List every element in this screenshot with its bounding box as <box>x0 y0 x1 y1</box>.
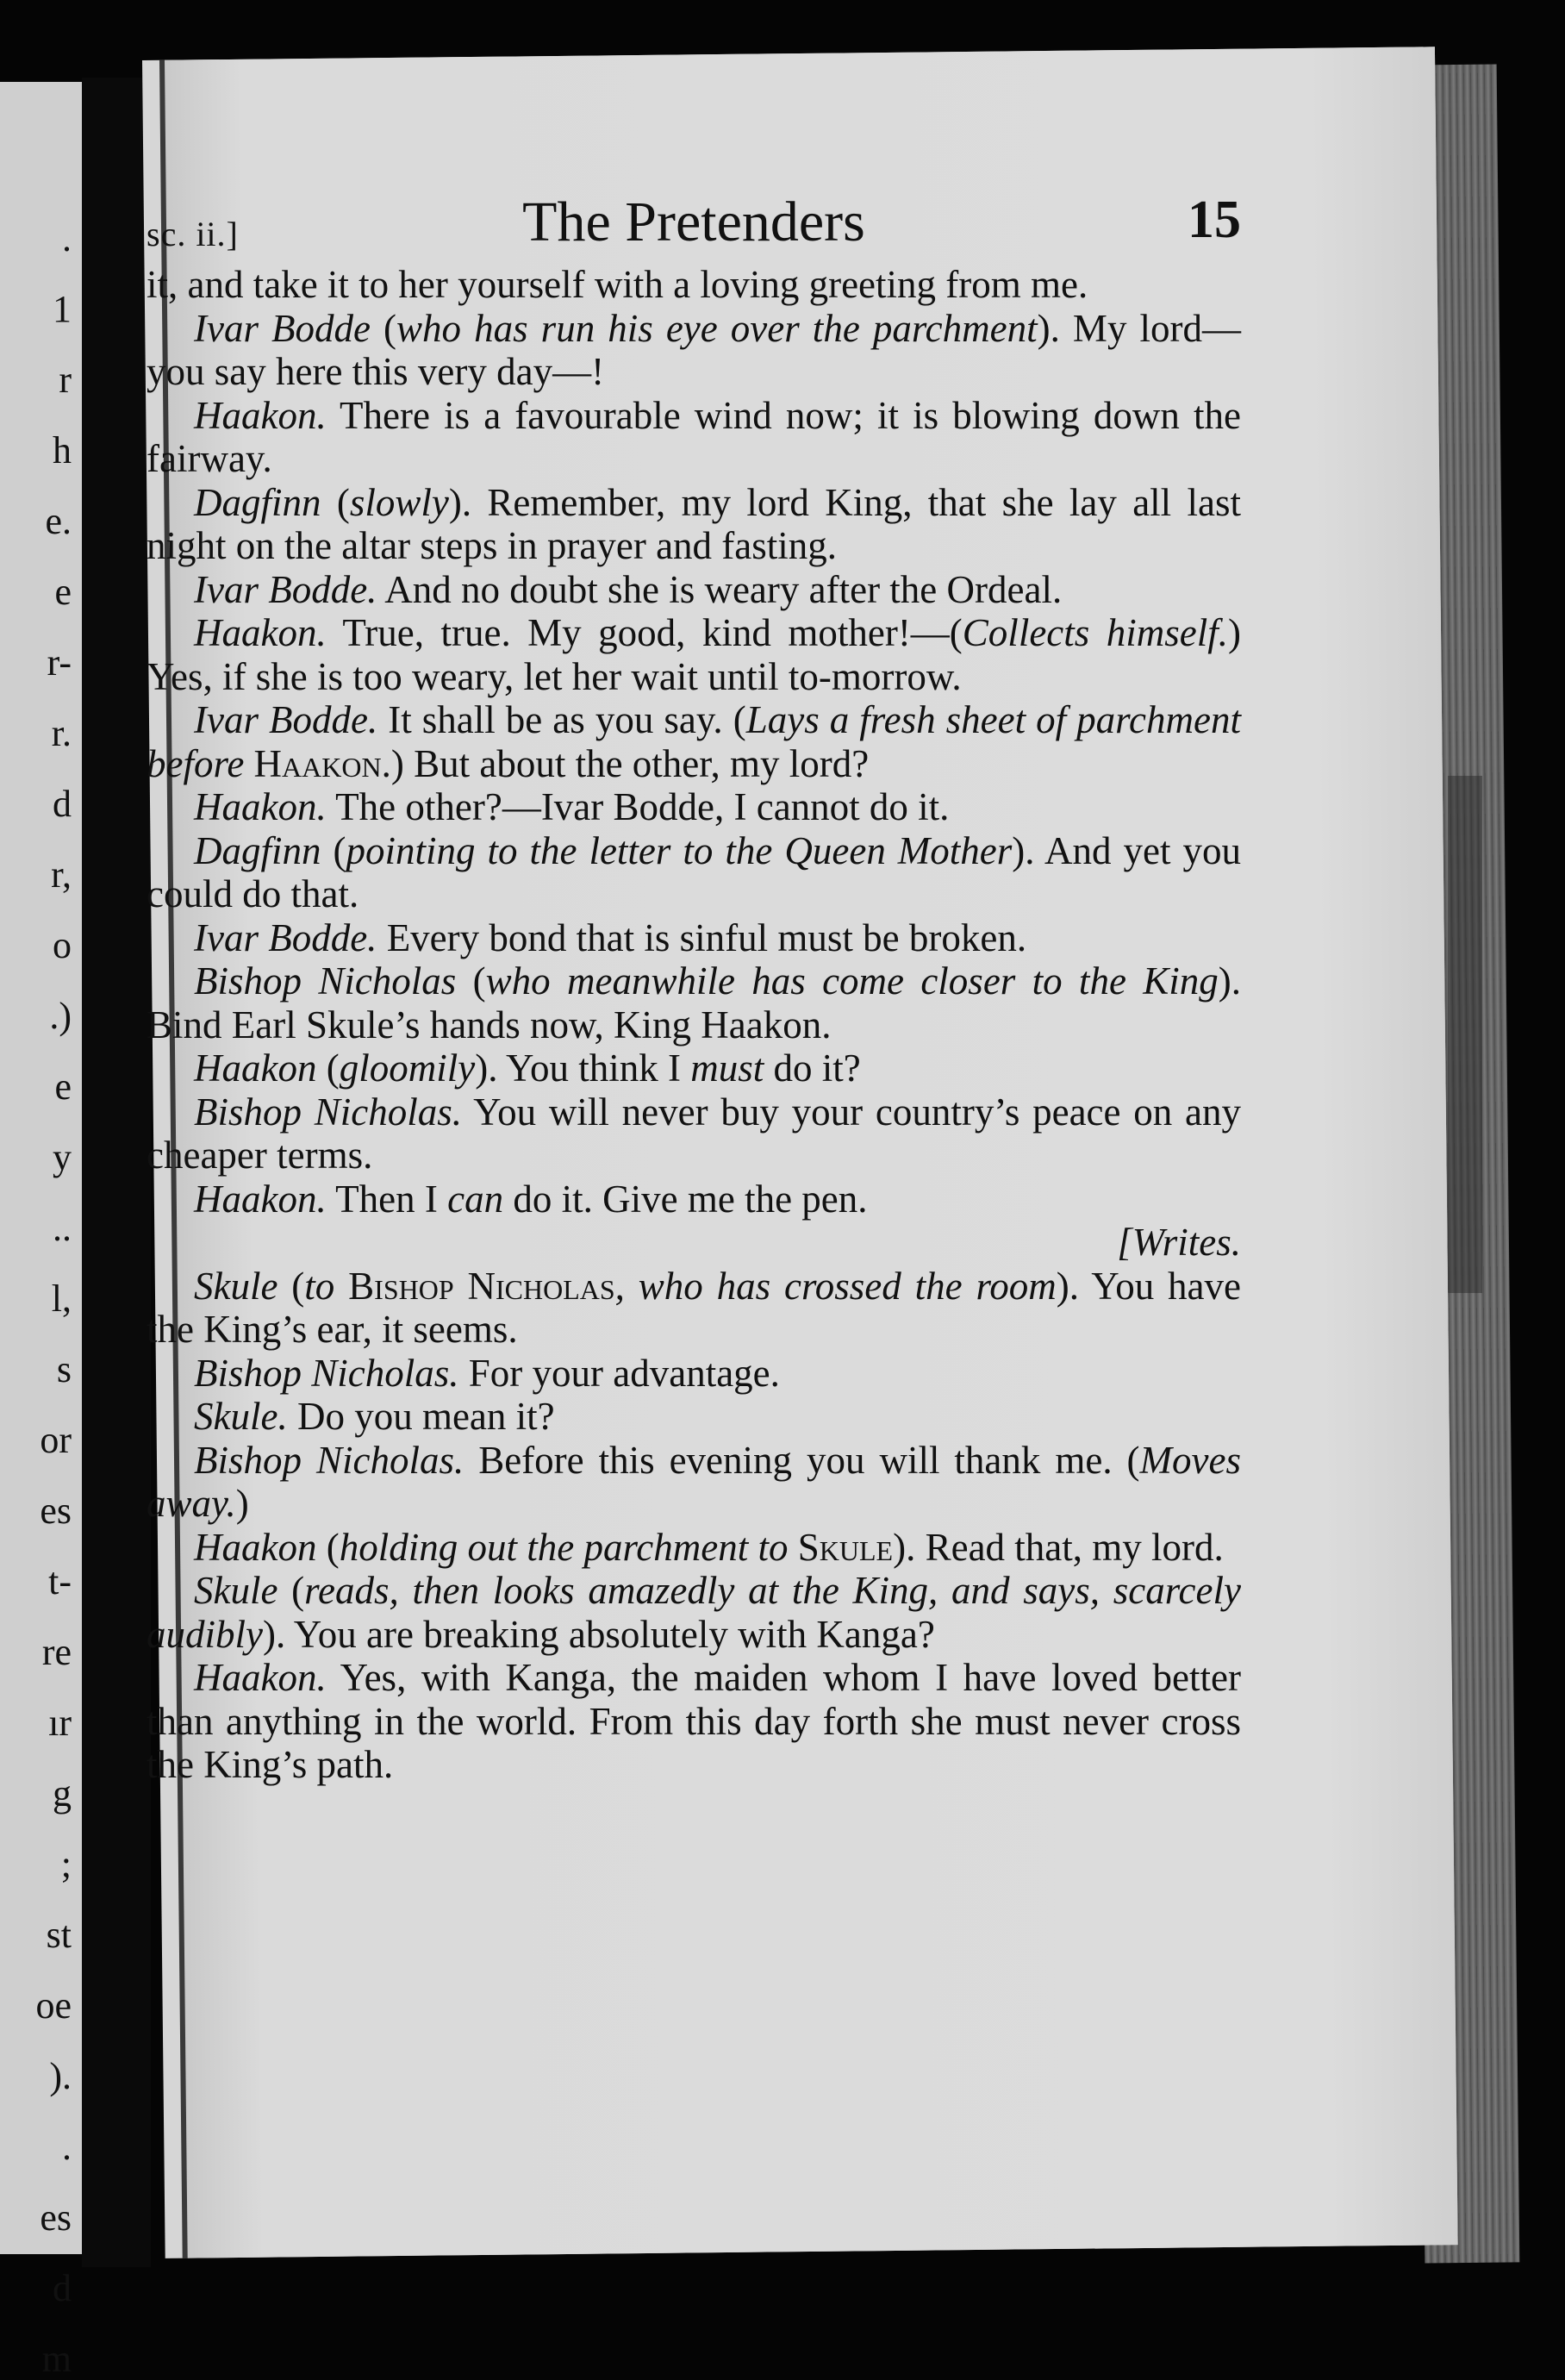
dialogue-paragraph <box>147 307 1241 394</box>
text-run: Do you mean it? <box>287 1395 555 1438</box>
dialogue-paragraph <box>147 394 1241 481</box>
running-title: The Pretenders <box>522 191 865 253</box>
dialogue-paragraph <box>147 481 1241 568</box>
left-margin-char: r- <box>47 641 72 684</box>
left-margin-char: d <box>53 783 72 825</box>
left-page-edge-text <box>0 82 82 2380</box>
text-run: ). Remember, my lord King, that she lay all last night on the altar steps in prayer and fasting. <box>147 480 1241 567</box>
italic-text: Dagfinn <box>194 480 321 524</box>
left-margin-char: es <box>40 1490 72 1532</box>
text-run: do it. Give me the pen. <box>503 1177 868 1221</box>
text-run: ). Read that, my lord. <box>893 1525 1224 1569</box>
left-margin-char: ; <box>60 1843 72 1885</box>
left-margin-char: l, <box>51 1277 72 1320</box>
left-margin-char: es <box>40 2196 72 2239</box>
left-margin-char: s <box>56 1348 72 1390</box>
text-run: Every bond that is sinful must be broken. <box>377 915 1027 959</box>
text-run: it, and take it to her yourself with a loving greeting from me. <box>147 263 1088 306</box>
text-run: ( <box>321 828 346 872</box>
italic-text: Dagfinn <box>194 828 321 872</box>
left-margin-char: re <box>41 1631 72 1673</box>
left-margin-char: e <box>54 1065 72 1108</box>
italic-text: Haakon <box>194 1046 317 1090</box>
text-run: .) But about the other, my lord? <box>381 741 870 785</box>
italic-text: Bishop Nicholas. <box>194 1090 463 1134</box>
text-run: For your advantage. <box>458 1351 780 1395</box>
left-margin-char: g <box>53 1772 72 1815</box>
text-run: ( <box>371 306 397 350</box>
left-page-sliver <box>0 82 82 2380</box>
italic-text: Ivar Bodde. <box>194 698 378 741</box>
left-margin-char: oe <box>35 1984 72 2027</box>
left-margin-char: e. <box>45 500 72 542</box>
italic-text: gloomily <box>339 1046 476 1090</box>
dialogue-paragraph <box>147 1352 1241 1396</box>
spine-mark <box>1448 776 1482 1293</box>
small-caps-name: Skule <box>797 1525 894 1569</box>
dialogue-paragraph <box>147 785 1241 829</box>
dialogue-paragraph <box>147 1439 1241 1526</box>
italic-text: Haakon. <box>194 611 327 654</box>
italic-text: must <box>690 1046 764 1090</box>
italic-text: Skule. <box>194 1395 288 1438</box>
italic-text: Bishop Nicholas. <box>194 1438 465 1482</box>
dialogue-paragraph <box>147 698 1241 785</box>
left-margin-char: .) <box>49 995 72 1037</box>
page-header <box>147 190 1241 267</box>
dialogue-paragraph <box>147 1569 1241 1656</box>
text-run: ). You think I <box>475 1046 691 1090</box>
left-margin-char: m <box>41 2338 72 2380</box>
small-caps-name: Haakon <box>253 741 382 785</box>
text-run: ( <box>277 1264 305 1308</box>
text-run: It shall be as you say. ( <box>377 698 746 741</box>
dialogue-paragraph <box>147 1265 1241 1352</box>
text-run: ). Bind Earl Skule’s hands now, King Haakon. <box>147 959 1241 1046</box>
italic-text: Haakon <box>194 1525 317 1569</box>
text-run: And no doubt she is weary after the Ordeal. <box>377 567 1063 611</box>
italic-text: Ivar Bodde. <box>194 915 377 959</box>
stage-direction-line <box>147 1221 1241 1265</box>
dialogue-paragraph <box>147 1656 1241 1787</box>
left-margin-char: e <box>54 571 72 613</box>
text-run: [ <box>1117 1221 1132 1264</box>
left-margin-char: r, <box>51 853 72 896</box>
dialogue-paragraph <box>147 1526 1241 1570</box>
play-text <box>147 263 1241 1787</box>
page-number: 15 <box>1188 191 1241 249</box>
dialogue-paragraph <box>147 1395 1241 1439</box>
text-run: Before this evening you will thank me. ( <box>464 1438 1140 1482</box>
italic-text: Haakon. <box>194 1656 327 1699</box>
text-run: ( <box>277 1569 305 1612</box>
text-run: True, true. My good, kind mother!—( <box>326 611 963 654</box>
left-margin-char: st <box>46 1914 72 1956</box>
dialogue-paragraph <box>147 263 1241 307</box>
italic-text: to <box>304 1264 349 1308</box>
italic-text: Bishop Nicholas. <box>194 1351 459 1395</box>
text-run: Then I <box>326 1177 448 1221</box>
small-caps-name: Bishop Nicholas <box>348 1264 615 1308</box>
text-run: ( <box>456 959 486 1003</box>
italic-text: who meanwhile has come closer to the King <box>485 959 1219 1003</box>
left-margin-char: ). <box>49 2055 72 2097</box>
left-margin-char: o <box>53 924 72 966</box>
dialogue-paragraph <box>147 1178 1241 1221</box>
italic-text: Collects himself. <box>962 611 1228 654</box>
left-margin-char: d <box>53 2267 72 2309</box>
text-run: ( <box>316 1525 340 1569</box>
left-margin-char: h <box>53 429 72 472</box>
left-margin-char: .. <box>53 1207 72 1249</box>
italic-text: Ivar Bodde <box>194 306 371 350</box>
text-run: ). My lord—you say here this very day—! <box>147 306 1241 393</box>
text-run: There is a favourable wind now; it is blowing down the fairway. <box>147 393 1241 480</box>
text-run: The other?—Ivar Bodde, I cannot do it. <box>326 785 950 828</box>
dialogue-paragraph <box>147 829 1241 916</box>
dialogue-paragraph <box>147 568 1241 612</box>
italic-text: Skule <box>194 1264 278 1308</box>
italic-text: pointing to the letter to the Queen Mother <box>346 828 1013 872</box>
text-run: ) <box>235 1482 249 1525</box>
text-run: do it? <box>764 1046 861 1090</box>
dialogue-paragraph <box>147 611 1241 698</box>
italic-text: holding out the parchment to <box>339 1525 798 1569</box>
italic-text: Haakon. <box>194 393 327 437</box>
left-margin-char: t- <box>48 1560 72 1602</box>
italic-text: Bishop Nicholas <box>194 959 457 1003</box>
italic-text: Writes. <box>1132 1221 1241 1264</box>
dialogue-paragraph <box>147 1090 1241 1178</box>
left-margin-char: . <box>62 2126 72 2168</box>
left-margin-char: ır <box>48 1702 72 1744</box>
left-margin-char: r. <box>51 712 72 754</box>
italic-text: Ivar Bodde. <box>194 567 377 611</box>
left-margin-char: or <box>40 1419 72 1461</box>
italic-text: Haakon. <box>194 785 327 828</box>
left-margin-char: 1 <box>53 288 72 330</box>
italic-text: Moves away. <box>147 1438 1241 1525</box>
dialogue-paragraph <box>147 916 1241 960</box>
dialogue-paragraph <box>147 959 1241 1046</box>
text-run: ( <box>321 480 350 524</box>
text-run: ). You have the King’s ear, it seems. <box>147 1264 1241 1351</box>
italic-text: can <box>447 1177 504 1221</box>
text-run: ). And yet you could do that. <box>147 828 1241 915</box>
italic-text: Lays a fresh sheet of parchment before <box>147 698 1241 785</box>
left-margin-char: y <box>53 1136 72 1178</box>
left-margin-char: . <box>62 217 72 259</box>
italic-text: Haakon. <box>194 1177 327 1221</box>
text-run: You will never buy your country’s peace on any cheaper terms. <box>147 1090 1241 1177</box>
book-gutter <box>82 78 151 2267</box>
text-run: ). You are breaking absolutely with Kanga? <box>262 1612 935 1656</box>
italic-text: reads, then looks amazedly at the King, and says, scarcely audibly <box>147 1569 1241 1656</box>
left-margin-char: r <box>59 359 72 401</box>
italic-text: Skule <box>194 1569 278 1612</box>
italic-text: slowly <box>349 480 449 524</box>
scene-label: sc. ii.] <box>147 215 239 253</box>
text-run: ( <box>316 1046 340 1090</box>
text-run: ) Yes, if she is too weary, let her wait until to-morrow. <box>147 611 1241 698</box>
text-run: Yes, with Kanga, the maiden whom I have loved better than anything in the world. From this day forth she must never cross the King’s path. <box>147 1656 1241 1786</box>
italic-text: who has run his eye over the parchment <box>396 306 1038 350</box>
italic-text: , who has crossed the room <box>614 1264 1057 1308</box>
dialogue-paragraph <box>147 1046 1241 1090</box>
